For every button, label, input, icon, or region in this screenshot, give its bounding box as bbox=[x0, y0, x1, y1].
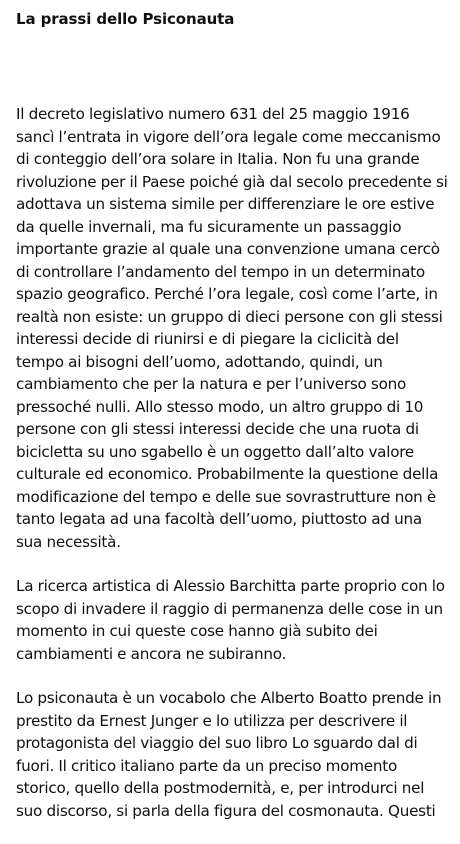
article-title: La prassi dello Psiconauta bbox=[16, 10, 235, 28]
paragraph-psiconauta: Lo psiconauta è un vocabolo che Alberto Boatto prende in prestito da Ernest Junger e lo utilizza per descrivere il protagonista del viaggio del suo libro Lo sguardo dal di fuori. Il critico italiano parte da un preciso momento storico, quello della postmodernità, e, per introdurci nel suo discorso, si parla della figura del cosmonauta. Questi bbox=[16, 689, 442, 820]
article-body bbox=[16, 103, 450, 844]
paragraph-ora-legale: Il decreto legislativo numero 631 del 25 maggio 1916 sancì l’entrata in vigore dell’ora legale come meccanismo di conteggio dell’ora solare in Italia. Non fu una grande rivoluzione per il Paese poiché già dal secolo precedente si adottava un sistema simile per differenziare le ore estive da quelle invernali, ma fu sicuramente un passaggio importante grazie al quale una convenzione umana cercò di controllare l’andamento del tempo in un determinato spazio geografico. Perché l’ora legale, così come l’arte, in realtà non esiste: un gruppo di dieci persone con gli stessi interessi decide di riunirsi e di piegare la ciclicità del tempo ai bisogni dell’uomo, adottando, quindi, un cambiamento che per la natura e per l’universo sono pressoché nulli. Allo stesso modo, un altro gruppo di 10 persone con gli stessi interessi decide che una ruota di bicicletta su uno sgabello è un oggetto dall’alto valore culturale ed economico. Probabilmente la questione della modificazione del tempo e delle sue sovrastrutture non è tanto legata ad una facoltà dell’uomo, piuttosto ad una sua necessità. bbox=[16, 105, 448, 551]
paragraph-ricerca-artistica: La ricerca artistica di Alessio Barchitta parte proprio con lo scopo di invadere il raggio di permanenza delle cose in un momento in cui queste cose hanno già subito dei cambiamenti e ancora ne subiranno. bbox=[16, 577, 445, 663]
